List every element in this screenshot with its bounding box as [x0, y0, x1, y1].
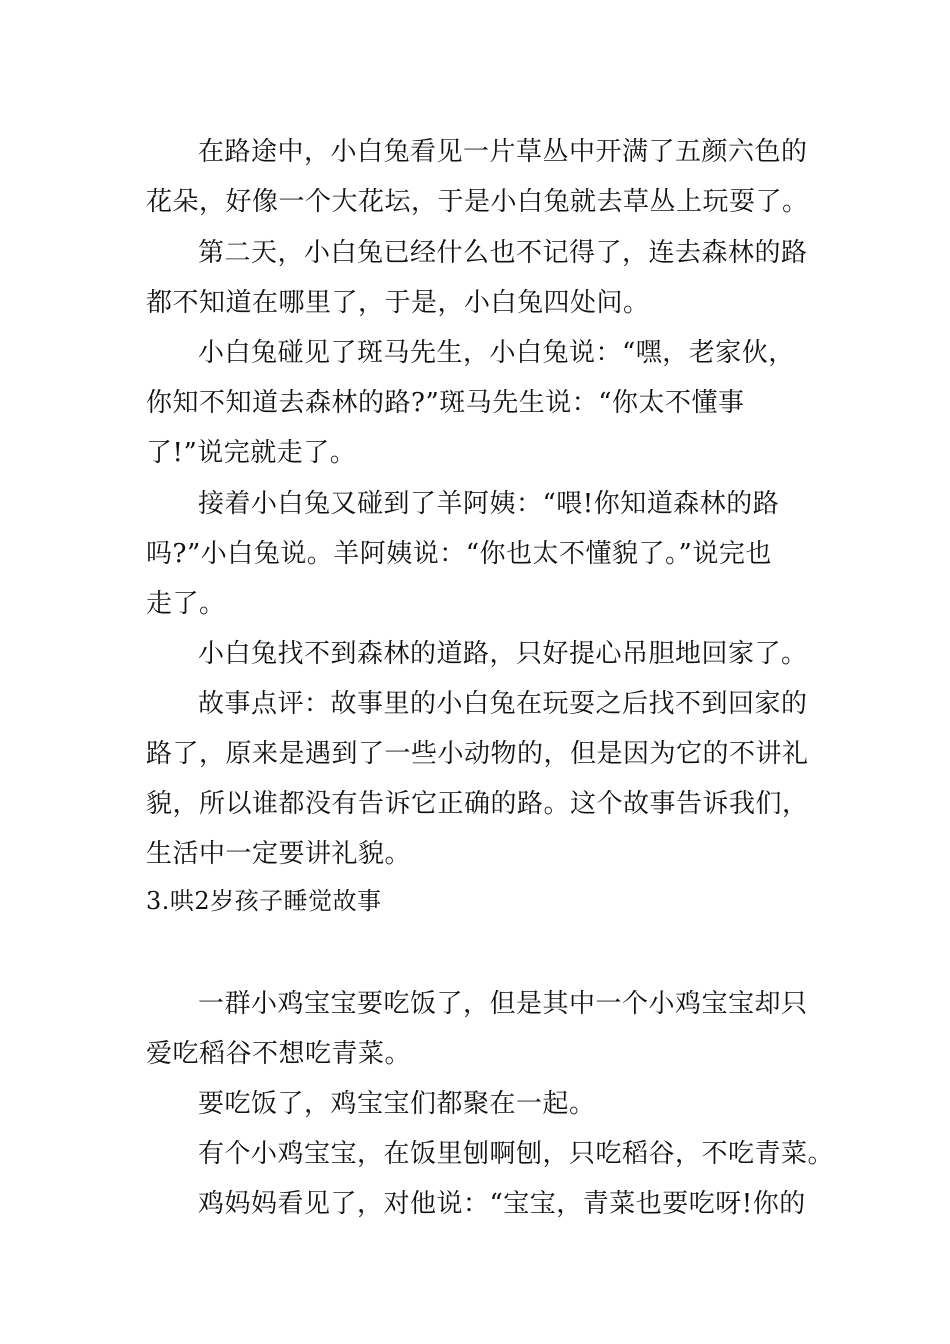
paragraph-line: 一群小鸡宝宝要吃饭了，但是其中一个小鸡宝宝却只 — [198, 989, 808, 1019]
paragraph-line: 了!”说完就走了。 — [146, 438, 357, 468]
paragraph-line: 路了，原来是遇到了一些小动物的，但是因为它的不讲礼 — [146, 739, 809, 769]
paragraph-line: 吗?”小白兔说。羊阿姨说：“你也太不懂貌了。”说完也 — [146, 539, 772, 569]
paragraph-line: 鸡妈妈看见了，对他说：“宝宝，青菜也要吃呀!你的 — [198, 1189, 806, 1219]
paragraph-line: 要吃饭了，鸡宝宝们都聚在一起。 — [198, 1089, 596, 1119]
paragraph-line: 都不知道在哪里了，于是，小白兔四处问。 — [146, 288, 650, 318]
paragraph-line: 你知不知道去森林的路?”斑马先生说：“你太不懂事 — [146, 388, 745, 418]
paragraph-line: 故事点评：故事里的小白兔在玩耍之后找不到回家的 — [198, 689, 808, 719]
paragraph-line: 走了。 — [146, 589, 226, 619]
section-heading: 3.哄2岁孩子睡觉故事 — [146, 887, 382, 915]
paragraph-line: 爱吃稻谷不想吃青菜。 — [146, 1039, 412, 1069]
paragraph-line: 貌，所以谁都没有告诉它正确的路。这个故事告诉我们， — [146, 789, 809, 819]
paragraph-line: 有个小鸡宝宝，在饭里刨啊刨，只吃稻谷，不吃青菜。 — [198, 1139, 835, 1169]
paragraph-line: 第二天，小白兔已经什么也不记得了，连去森林的路 — [198, 238, 808, 268]
paragraph-line: 生活中一定要讲礼貌。 — [146, 839, 412, 869]
paragraph-line: 接着小白兔又碰到了羊阿姨：“喂!你知道森林的路 — [198, 489, 780, 519]
paragraph-line: 在路途中，小白兔看见一片草丛中开满了五颜六色的 — [198, 137, 808, 167]
paragraph-line: 小白兔找不到森林的道路，只好提心吊胆地回家了。 — [198, 639, 808, 669]
paragraph-line: 花朵，好像一个大花坛，于是小白兔就去草丛上玩耍了。 — [146, 187, 809, 217]
paragraph-line: 小白兔碰见了斑马先生，小白兔说：“嘿，老家伙， — [198, 338, 795, 368]
